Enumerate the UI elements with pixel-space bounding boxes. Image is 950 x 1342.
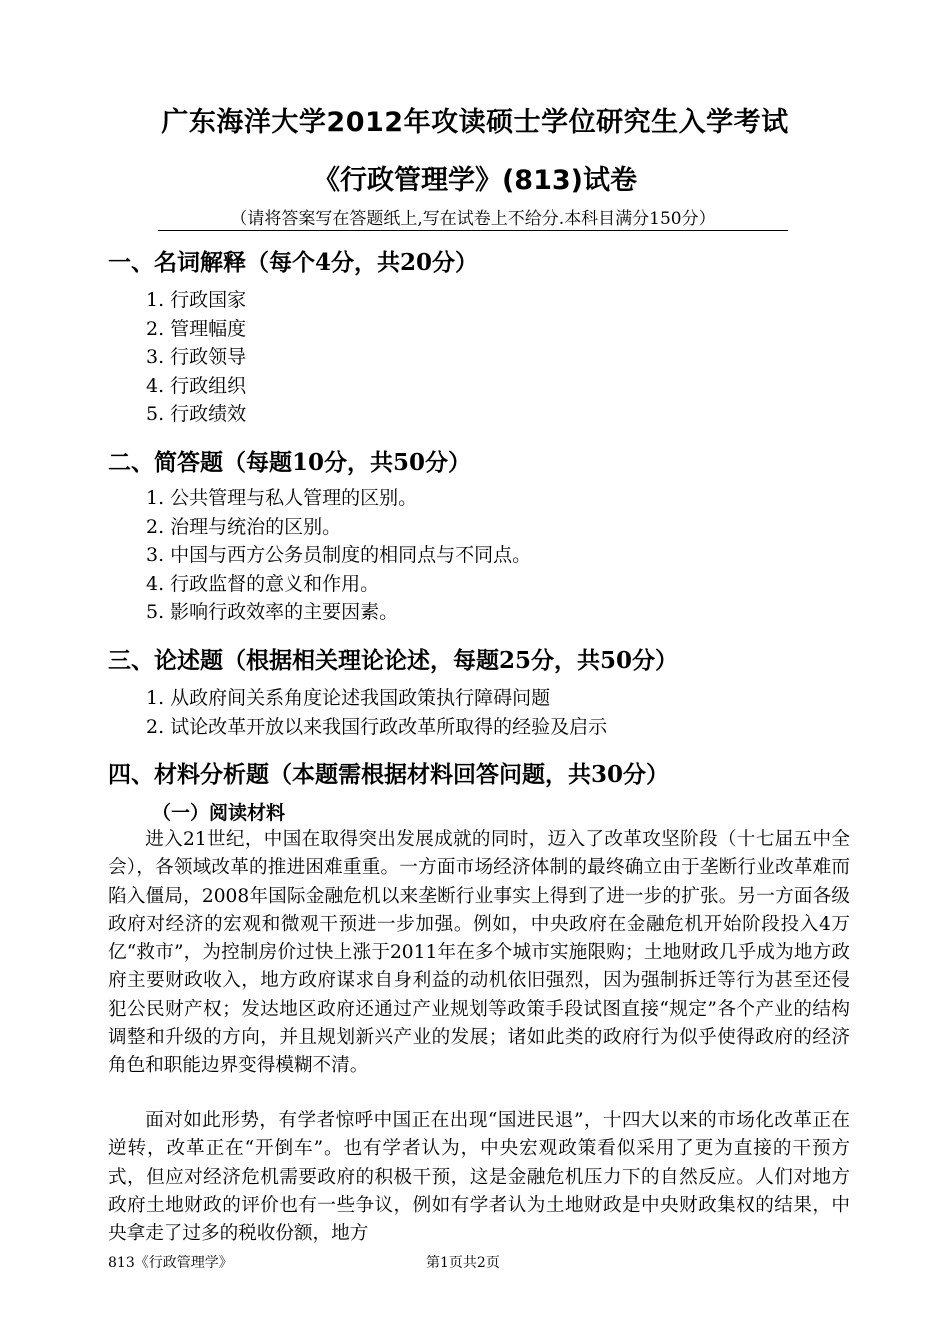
footer-page-number: 第1页共2页 [426, 1255, 500, 1271]
list-item: 5. 影响行政效率的主要因素。 [146, 601, 399, 623]
section-2-list [146, 484, 531, 627]
list-item: 2. 管理幅度 [146, 317, 247, 340]
exam-title: 广东海洋大学2012年攻读硕士学位研究生入学考试 [161, 107, 789, 138]
reading-material-subheading: （一）阅读材料 [152, 802, 286, 824]
section-3-list [146, 684, 607, 741]
list-item: 4. 行政监督的意义和作用。 [146, 572, 380, 595]
list-item: 1. 从政府间关系角度论述我国政策执行障碍问题 [146, 687, 551, 709]
list-item: 4. 行政组织 [146, 374, 247, 397]
list-item: 5. 行政绩效 [146, 403, 247, 425]
material-paragraph-1: 进入21世纪，中国在取得突出发展成就的同时，迈入了改革攻坚阶段（十七届五中全会），各领域改革的推进困难重重。一方面市场经济体制的最终确立由于垄断行业改革难而陷入僵局，2008年国际金融危机以来垄断行业事实上得到了进一步的扩张。另一方面各级政府对经济的宏观和微观干预进一步加强。例如，中央政府在金融危机开始阶段投入4万亿“救市”，为控制房价过快上涨于2011年在多个城市实施限购；土地财政几乎成为地方政府主要财政收入，地方政府谋求自身利益的动机依旧强烈，因为强制拆迁等行为甚至还侵犯公民财产权；发达地区政府还通过产业规划等政策手段试图直接“规定”各个产业的结构调整和升级的方向，并且规划新兴产业的发展；诸如此类的政府行为似乎使得政府的经济角色和职能边界变得模糊不清。 [108, 829, 850, 1077]
section-1-heading: 一、名词解释（每个4分，共20分） [108, 249, 479, 276]
section-3-heading: 三、论述题（根据相关理论论述，每题25分，共50分） [108, 647, 679, 674]
section-1-list [146, 286, 246, 429]
list-item: 1. 公共管理与私人管理的区别。 [146, 487, 418, 509]
material-paragraph-2: 面对如此形势，有学者惊呼中国正在出现“国进民退”，十四大以来的市场化改革正在逆转，改革正在“开倒车”。也有学者认为，中央宏观政策看似采用了更为直接的干预方式，但应对经济危机需要政府的积极干预，这是金融危机压力下的自然反应。人们对地方政府土地财政的评价也有一些争议，例如有学者认为土地财政是中央财政集权的结果，中央拿走了过多的税收份额，地方 [108, 1110, 850, 1245]
section-4-heading: 四、材料分析题（本题需根据材料回答问题，共30分） [108, 761, 670, 788]
footer-course-code: 813《行政管理学》 [108, 1255, 233, 1271]
list-item: 3. 行政领导 [146, 346, 247, 368]
list-item: 1. 行政国家 [146, 289, 247, 311]
exam-subject-title: 《行政管理学》(813)试卷 [312, 165, 638, 196]
section-2-heading: 二、简答题（每题10分，共50分） [108, 449, 472, 476]
exam-instructions: （请将答案写在答题纸上,写在试卷上不给分.本科目满分150分） [158, 204, 788, 231]
list-item: 3. 中国与西方公务员制度的相同点与不同点。 [146, 544, 532, 566]
list-item: 2. 治理与统治的区别。 [146, 515, 342, 538]
list-item: 2. 试论改革开放以来我国行政改革所取得的经验及启示 [146, 715, 608, 738]
